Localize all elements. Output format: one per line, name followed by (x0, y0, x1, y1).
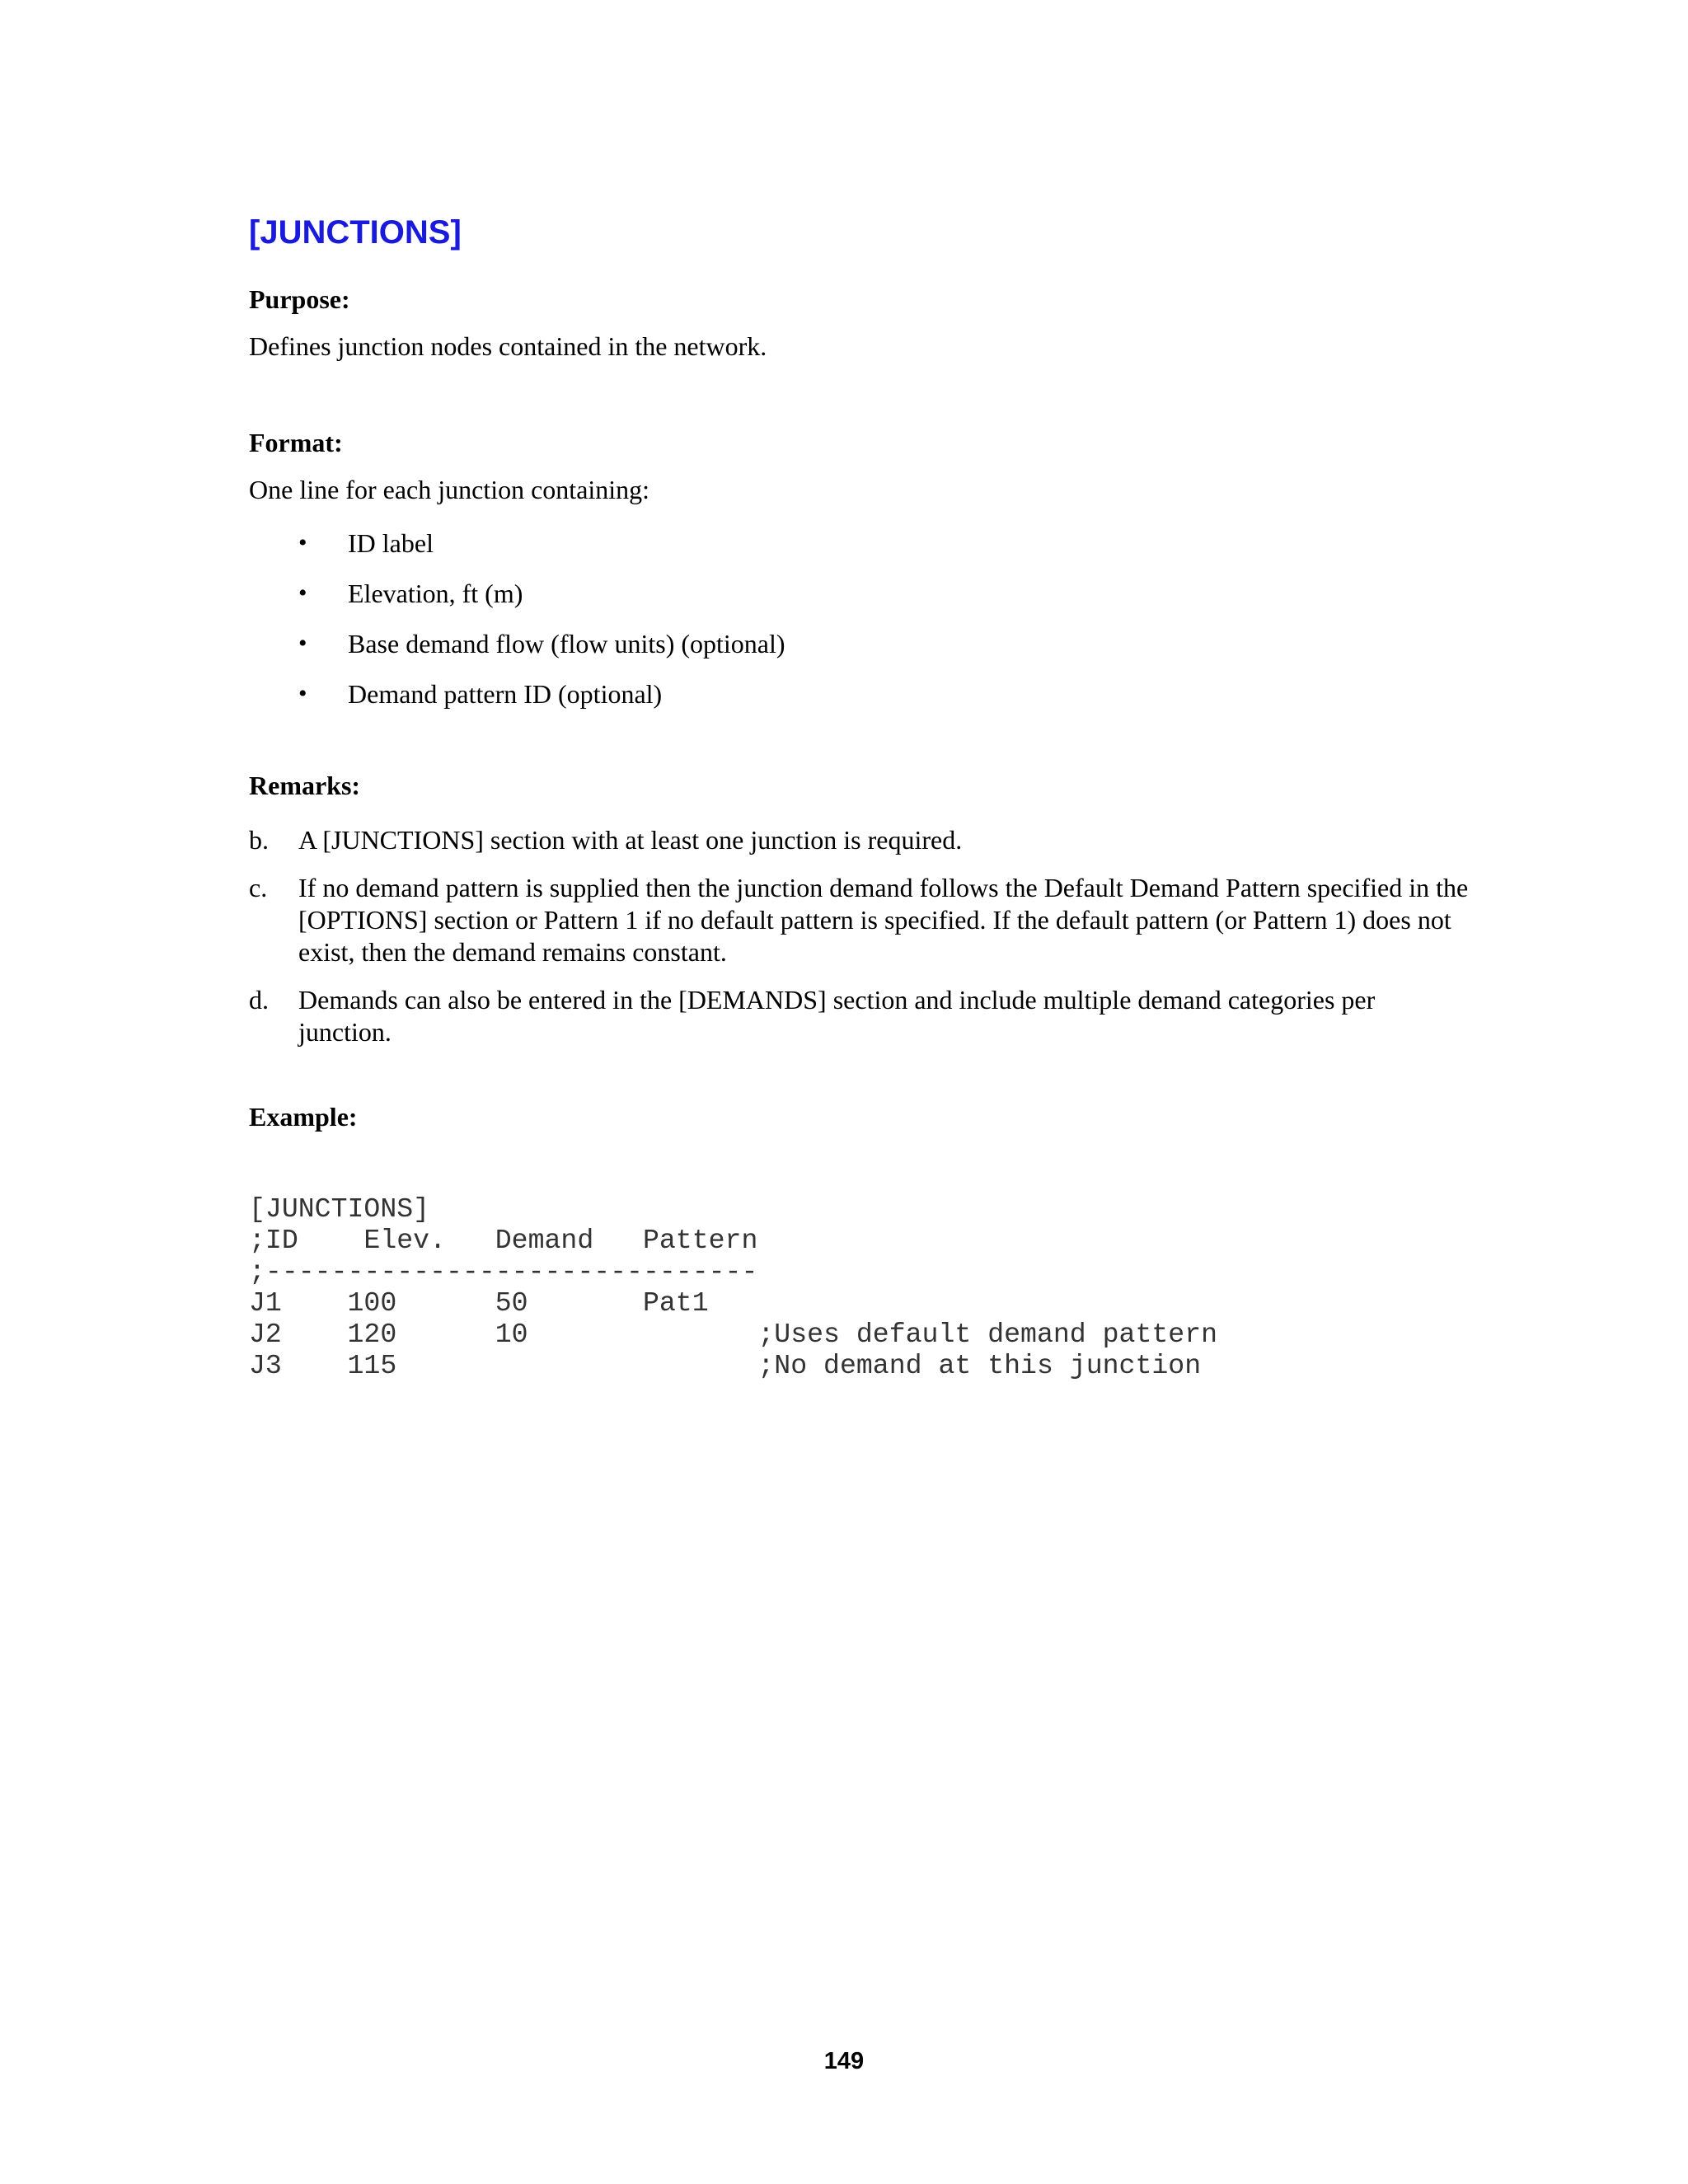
code-line: ;------------------------------ (249, 1256, 758, 1287)
list-item: • Base demand flow (flow units) (optional) (298, 629, 785, 658)
list-item (249, 872, 1469, 968)
list-item: • Elevation, ft (m) (298, 579, 523, 608)
purpose-label: Purpose: (249, 284, 350, 314)
remarks-label: Remarks: (249, 771, 361, 800)
purpose-text: Defines junction nodes contained in the network. (249, 331, 767, 361)
section-title: [JUNCTIONS] (249, 214, 462, 251)
bullet-icon: • (298, 529, 307, 556)
example-code-block (249, 1193, 1217, 1381)
code-line: J1 100 50 Pat1 (249, 1287, 709, 1319)
remark-text: Demands can also be entered in the [DEMANDS] section and include multiple demand categories per junction. (298, 985, 1376, 1047)
list-marker: d. (249, 985, 269, 1015)
code-line: J2 120 10 ;Uses default demand pattern (249, 1319, 1218, 1350)
list-item (249, 984, 1469, 1048)
format-label: Format: (249, 428, 343, 457)
code-line: ;ID Elev. Demand Pattern (249, 1225, 758, 1256)
bullet-icon: • (298, 579, 307, 607)
page-number: 149 (823, 2048, 865, 2074)
bullet-icon: • (298, 680, 307, 707)
remarks-list (249, 824, 1469, 1064)
list-marker: b. (249, 825, 269, 855)
bullet-icon: • (298, 630, 307, 657)
list-item (249, 824, 1469, 856)
remark-text: If no demand pattern is supplied then the junction demand follows the Default Demand Pattern specified in the [OPTIONS] section or Pattern 1 if no default pattern is specified. If the default pattern (or Pattern 1) does not exist, then the demand remains constant. (298, 873, 1469, 967)
remark-text: A [JUNCTIONS] section with at least one junction is required. (298, 825, 963, 855)
format-intro: One line for each junction containing: (249, 475, 650, 504)
code-line: [JUNCTIONS] (249, 1193, 430, 1225)
list-item: • Demand pattern ID (optional) (298, 679, 663, 709)
example-label: Example: (249, 1102, 358, 1132)
format-bullet-list (249, 527, 1403, 729)
list-item: • ID label (298, 528, 434, 558)
list-marker: c. (249, 873, 268, 902)
code-line: J3 115 ;No demand at this junction (249, 1350, 1202, 1381)
